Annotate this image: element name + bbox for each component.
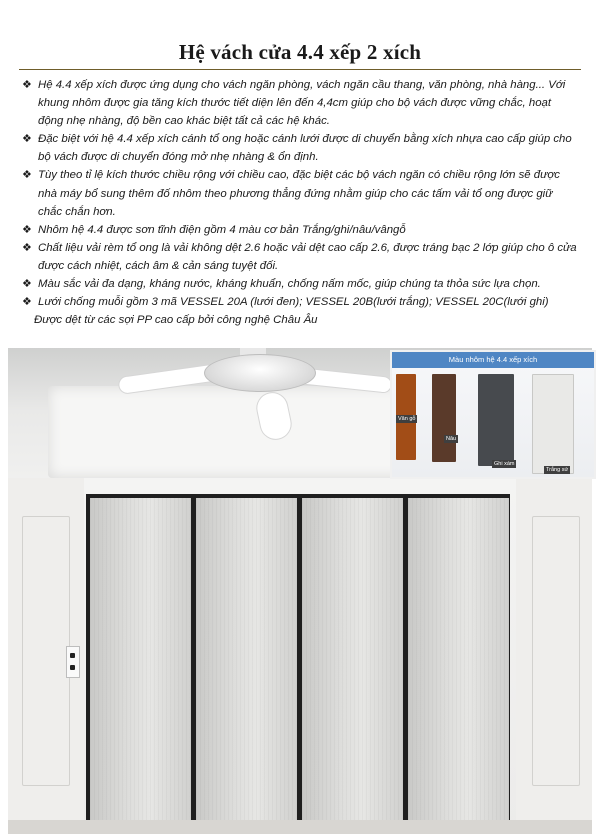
list-item-text: Được dệt từ các sợi PP cao cấp bởi công nghệ Châu Âu <box>34 314 318 327</box>
profile-label: Trắng sứ <box>546 467 569 473</box>
ceiling-fan-icon <box>204 354 316 392</box>
diamond-bullet-icon: ❖ <box>22 241 32 254</box>
diamond-bullet-icon: ❖ <box>22 278 32 291</box>
list-item-text: Nhôm hệ 4.4 được sơn tĩnh điện gồm 4 màu cơ bản Trắng/ghi/nâu/vângỗ <box>38 223 406 236</box>
page-title: Hệ vách cửa 4.4 xếp 2 xích <box>178 40 422 64</box>
diamond-bullet-icon: ❖ <box>22 296 32 309</box>
list-item-continuation <box>22 311 578 329</box>
list-item <box>22 221 578 239</box>
list-item-text: Lưới chống muỗi gồm 3 mã VESSEL 20A (lưới đen); VESSEL 20B(lưới trắng); VESSEL 20C(lưới ghi) <box>38 296 549 309</box>
profile-white <box>532 374 574 474</box>
wall-moulding <box>532 516 580 786</box>
list-item-text: Tùy theo tỉ lệ kích thước chiều rộng với chiều cao, đặc biệt các bộ vách ngăn có chiều rộng lớn sẽ được nhà máy bổ sung thêm đố nhôm theo phương thẳng đứng nhằm giúp cho các tấm vải tổ ong được giữ chắc chắn hơn. <box>38 169 560 218</box>
wall-moulding <box>22 516 70 786</box>
diamond-bullet-icon: ❖ <box>22 79 32 91</box>
title-underline <box>19 69 581 70</box>
profile-label: Nâu <box>446 436 457 442</box>
list-item-text: Chất liệu vải rèm tổ ong là vải không dệt 2.6 hoặc vải dệt cao cấp 2.6, được tráng bạc 2 lớp giúp cho ô cửa được cách nhiệt, cách âm & cản sáng tuyệt đối. <box>38 241 577 272</box>
diamond-bullet-icon: ❖ <box>22 133 32 146</box>
list-item <box>22 275 578 293</box>
swatch-title: Màu nhôm hệ 4.4 xếp xích <box>392 352 594 368</box>
diamond-bullet-icon: ❖ <box>22 169 32 182</box>
aluminum-color-swatch <box>390 350 596 479</box>
honeycomb-panel <box>408 498 509 834</box>
honeycomb-panel <box>196 498 297 834</box>
wall-socket-icon <box>66 646 80 678</box>
partition-door-frame <box>86 494 510 834</box>
profile-label: Vân gỗ <box>398 416 416 422</box>
diamond-bullet-icon: ❖ <box>22 223 32 236</box>
honeycomb-panel <box>90 498 191 834</box>
photo-floor <box>8 820 592 834</box>
list-item-text: Màu sắc vải đa dạng, kháng nước, kháng khuẩn, chống nấm mốc, giúp chúng ta thỏa sức lựa chọn. <box>38 278 541 291</box>
list-item <box>22 130 578 166</box>
list-item <box>22 166 578 220</box>
feature-list <box>22 76 578 329</box>
profile-label: Ghi xám <box>494 461 515 467</box>
list-item-text: Hệ 4.4 xếp xích được ứng dụng cho vách ngăn phòng, vách ngăn cầu thang, văn phòng, nhà hàng... Với khung nhôm được gia tăng kích thước tiết diện lên đến 4,4cm giúp cho bộ vách được vững chắc, hoạt động nhẹ nhàng, độ bền cao khác biệt tất cả các hệ khác. <box>38 79 566 128</box>
profile-grey <box>478 374 514 466</box>
honeycomb-panel <box>302 498 403 834</box>
profile-brown <box>432 374 456 462</box>
list-item <box>22 293 578 311</box>
list-item-text: Đặc biệt với hệ 4.4 xếp xích cánh tổ ong hoặc cánh lưới được di chuyển bằng xích nhựa cao cấp giúp cho bộ vách được di chuyển đóng mở nhẹ nhàng & ổn định. <box>38 133 572 164</box>
list-item <box>22 239 578 275</box>
list-item <box>22 76 578 130</box>
